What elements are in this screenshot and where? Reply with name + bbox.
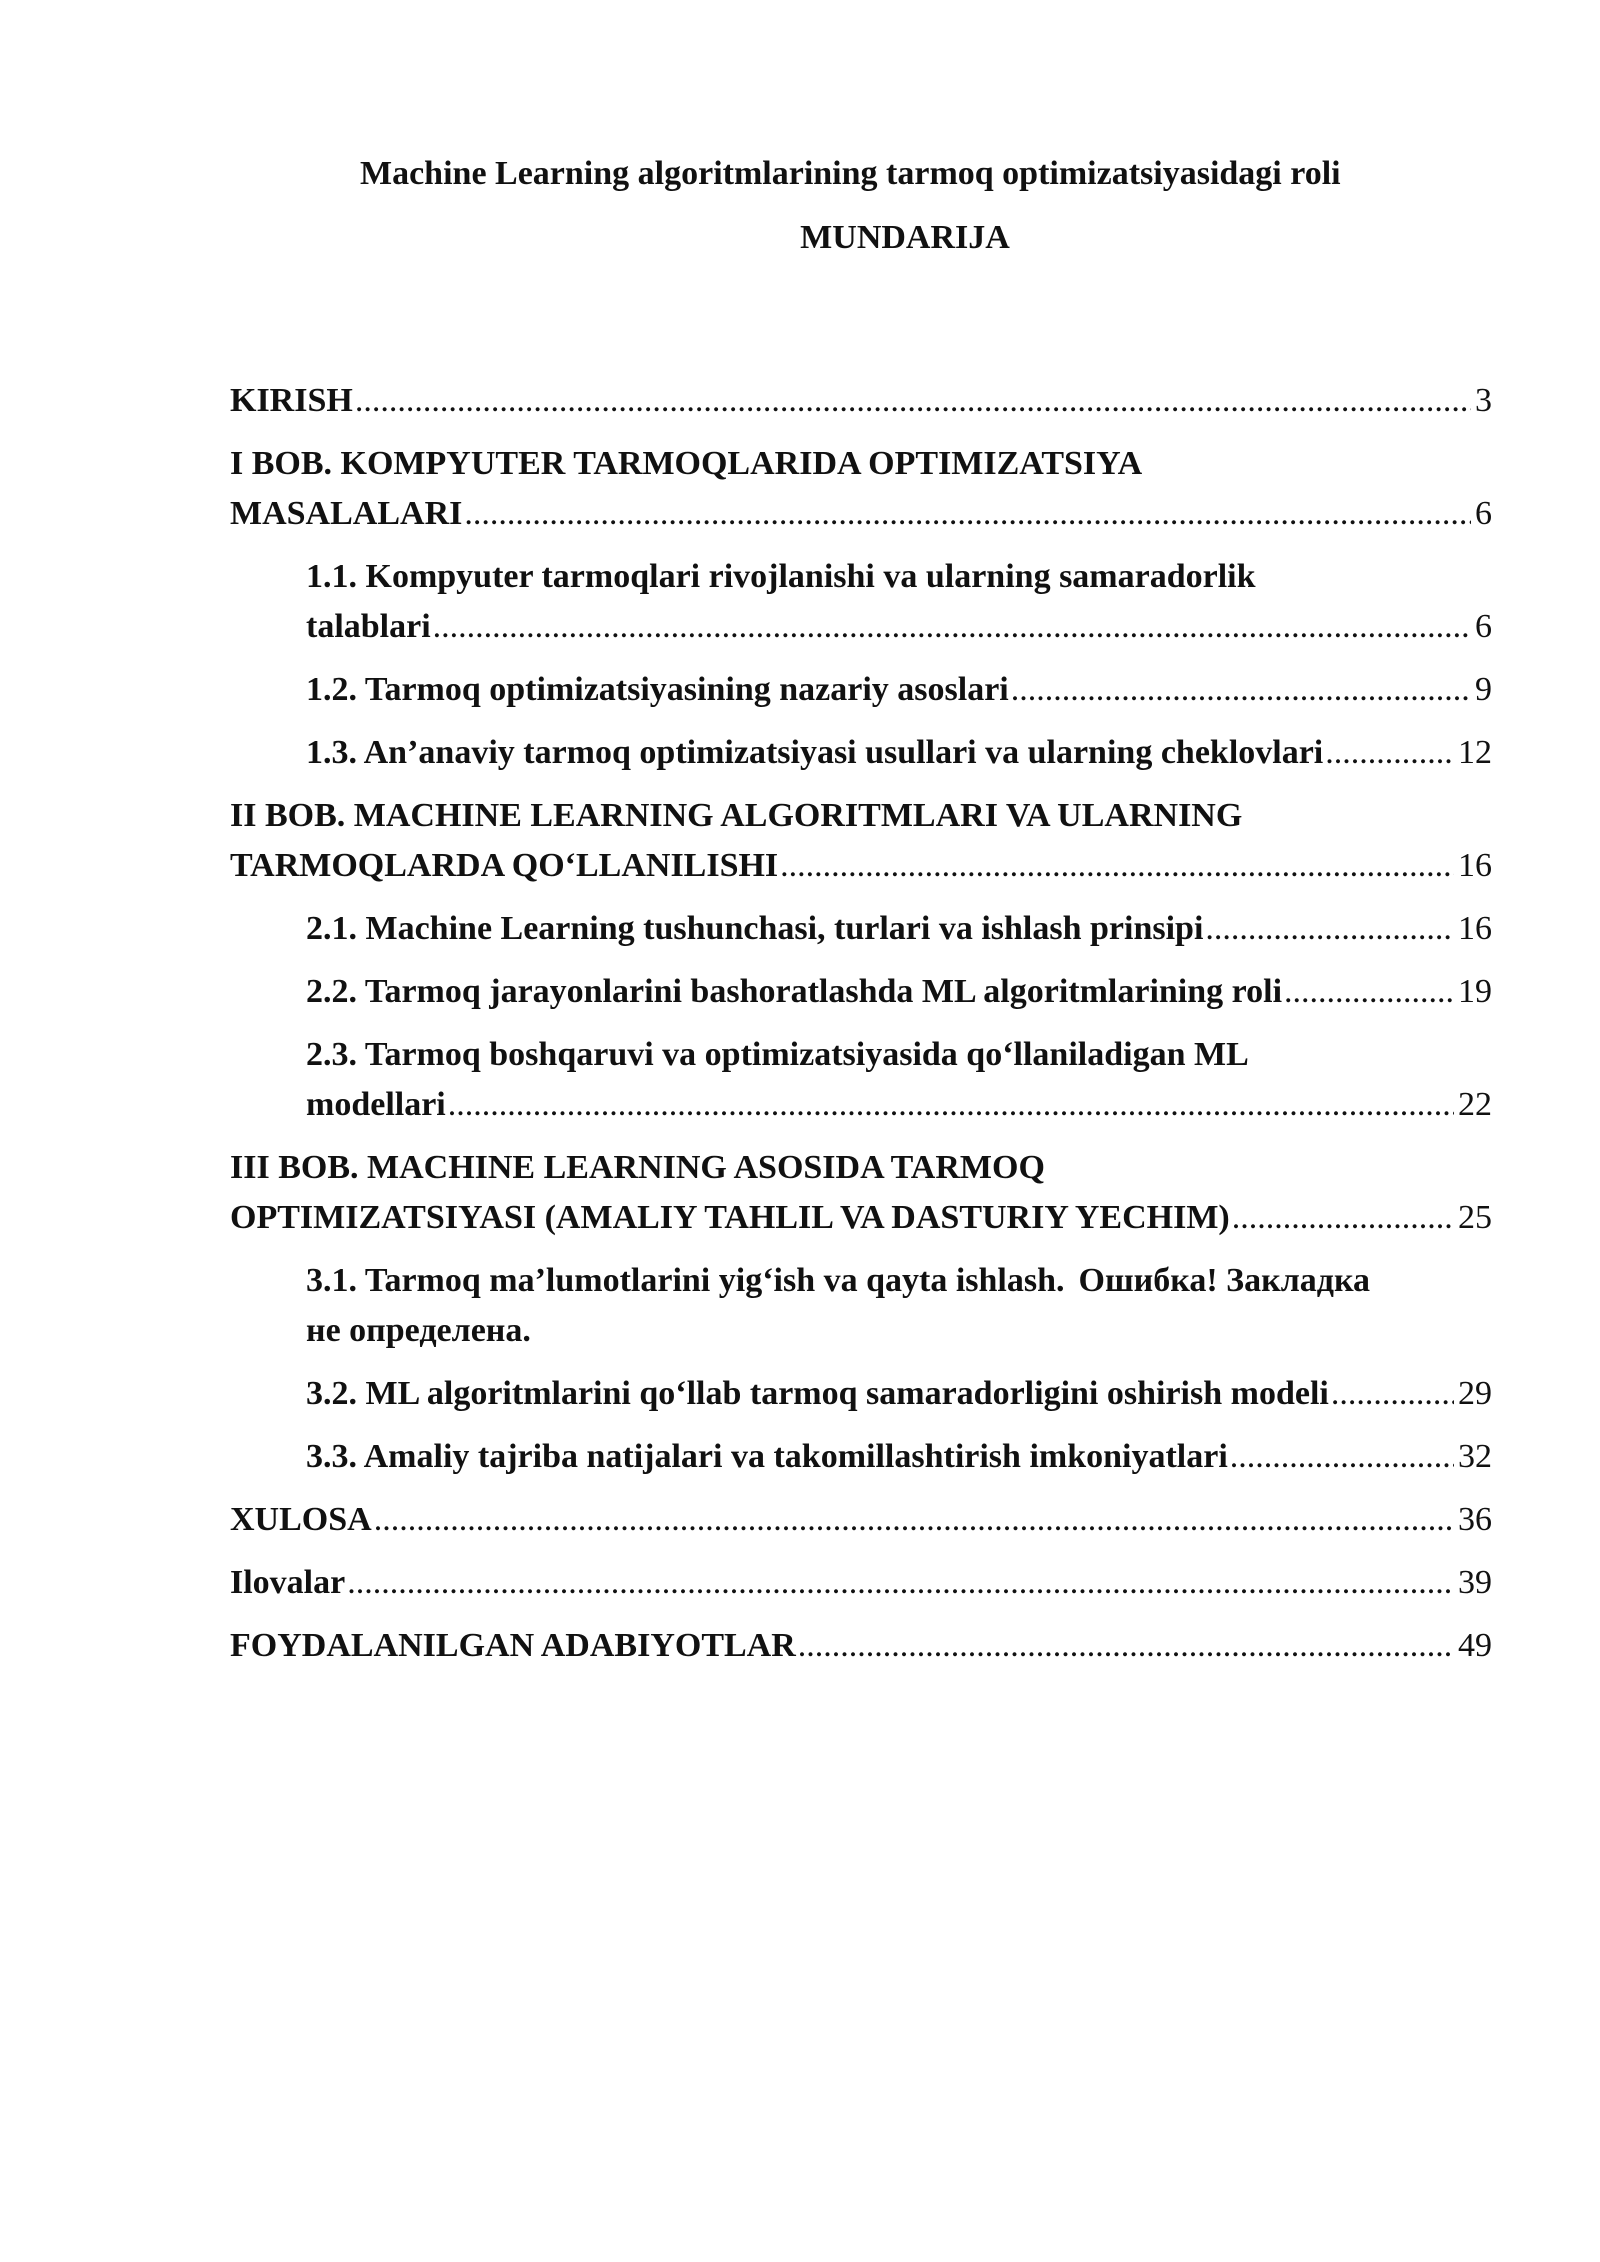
dot-leader	[1284, 967, 1454, 1017]
toc-page-number: 6	[1475, 495, 1492, 532]
toc-entry-text: Ilovalar	[230, 1564, 346, 1601]
toc-entry-ilovalar[interactable]	[230, 1558, 1492, 1608]
toc-entry-chapter-1[interactable]	[230, 439, 1492, 539]
toc-page-number: 22	[1458, 1086, 1492, 1123]
toc-entry-text-line1: 1.1. Kompyuter tarmoqlari rivojlanishi va ularning samaradorlik	[306, 558, 1256, 595]
table-of-contents	[230, 376, 1492, 1684]
toc-entry-text: TARMOQLARDA QO‘LLANILISHI	[230, 847, 779, 884]
toc-entry-text: XULOSA	[230, 1501, 372, 1538]
toc-entry-text: modellari	[306, 1086, 446, 1123]
toc-entry-text: FOYDALANILGAN ADABIYOTLAR	[230, 1627, 796, 1664]
dot-leader	[355, 376, 1471, 426]
toc-page-number: 25	[1458, 1199, 1492, 1236]
toc-entry-text-line1: 2.3. Tarmoq boshqaruvi va optimizatsiyasida qo‘llaniladigan ML	[306, 1036, 1249, 1073]
toc-entry-text: 2.1. Machine Learning tushunchasi, turlari va ishlash prinsipi	[306, 910, 1204, 947]
toc-entry-2-1[interactable]	[306, 904, 1492, 954]
toc-entry-text-line1: I BOB. KOMPYUTER TARMOQLARIDA OPTIMIZATSIYA	[230, 445, 1143, 482]
toc-entry-text: 2.2. Tarmoq jarayonlarini bashoratlashda ML algoritmlarining roli	[306, 973, 1283, 1010]
toc-page-number: 49	[1458, 1627, 1492, 1664]
dot-leader	[374, 1495, 1454, 1545]
toc-entry-chapter-3[interactable]	[230, 1143, 1492, 1243]
dot-leader	[464, 489, 1471, 539]
toc-entry-text: 1.2. Tarmoq optimizatsiyasining nazariy asoslari	[306, 671, 1009, 708]
toc-entry-text: 3.1. Tarmoq ma’lumotlarini yig‘ish va qayta ishlash.	[306, 1262, 1065, 1299]
toc-page-number: 19	[1458, 973, 1492, 1010]
toc-page-number: 39	[1458, 1564, 1492, 1601]
dot-leader	[1205, 904, 1454, 954]
toc-entry-text: 3.3. Amaliy tajriba natijalari va takomillashtirish imkoniyatlari	[306, 1438, 1228, 1475]
toc-page-number: 36	[1458, 1501, 1492, 1538]
dot-leader	[1011, 665, 1471, 715]
toc-entry-text: 3.2. ML algoritmlarini qo‘llab tarmoq samaradorligini oshirish modeli	[306, 1375, 1329, 1412]
toc-page-number: 16	[1458, 847, 1492, 884]
dot-leader	[347, 1558, 1454, 1608]
toc-entry-adabiyotlar[interactable]	[230, 1621, 1492, 1671]
toc-entry-3-2[interactable]	[306, 1369, 1492, 1419]
toc-entry-3-1[interactable]	[306, 1256, 1492, 1356]
dot-leader	[433, 602, 1471, 652]
toc-entry-text-line1: II BOB. MACHINE LEARNING ALGORITMLARI VA ULARNING	[230, 797, 1243, 834]
toc-entry-2-2[interactable]	[306, 967, 1492, 1017]
dot-leader	[1325, 728, 1454, 778]
toc-entry-text: MASALALARI	[230, 495, 463, 532]
toc-entry-text: KIRISH	[230, 382, 353, 419]
toc-page-number: 32	[1458, 1438, 1492, 1475]
toc-page-number: 9	[1475, 671, 1492, 708]
dot-leader	[1331, 1369, 1454, 1419]
toc-entry-3-3[interactable]	[306, 1432, 1492, 1482]
toc-entry-2-3[interactable]	[306, 1030, 1492, 1130]
toc-entry-text: 1.3. An’anaviy tarmoq optimizatsiyasi usullari va ularning cheklovlari	[306, 734, 1324, 771]
toc-page-number: 3	[1475, 382, 1492, 419]
toc-entry-kirish[interactable]	[230, 376, 1492, 426]
dot-leader	[448, 1080, 1454, 1130]
toc-entry-1-2[interactable]	[306, 665, 1492, 715]
toc-entry-text-line1: III BOB. MACHINE LEARNING ASOSIDA TARMOQ	[230, 1149, 1045, 1186]
toc-entry-1-3[interactable]	[306, 728, 1492, 778]
toc-entry-text: talablari	[306, 608, 431, 645]
bookmark-error-text-line2: не определена.	[306, 1312, 531, 1349]
toc-entry-1-1[interactable]	[306, 552, 1492, 652]
toc-entry-chapter-2[interactable]	[230, 791, 1492, 891]
dot-leader	[780, 841, 1454, 891]
dot-leader	[1230, 1432, 1454, 1482]
toc-entry-xulosa[interactable]	[230, 1495, 1492, 1545]
document-title: Machine Learning algoritmlarining tarmoq optimizatsiyasidagi roli	[360, 155, 1341, 192]
bookmark-error-text: Ошибка! Закладка	[1078, 1262, 1371, 1299]
toc-page-number: 16	[1458, 910, 1492, 947]
toc-page-number: 12	[1458, 734, 1492, 771]
toc-page-number: 6	[1475, 608, 1492, 645]
dot-leader	[798, 1621, 1454, 1671]
toc-entry-text: OPTIMIZATSIYASI (AMALIY TAHLIL VA DASTURIY YECHIM)	[230, 1199, 1230, 1236]
toc-heading: MUNDARIJA	[800, 219, 1010, 256]
toc-page-number: 29	[1458, 1375, 1492, 1412]
dot-leader	[1232, 1193, 1454, 1243]
